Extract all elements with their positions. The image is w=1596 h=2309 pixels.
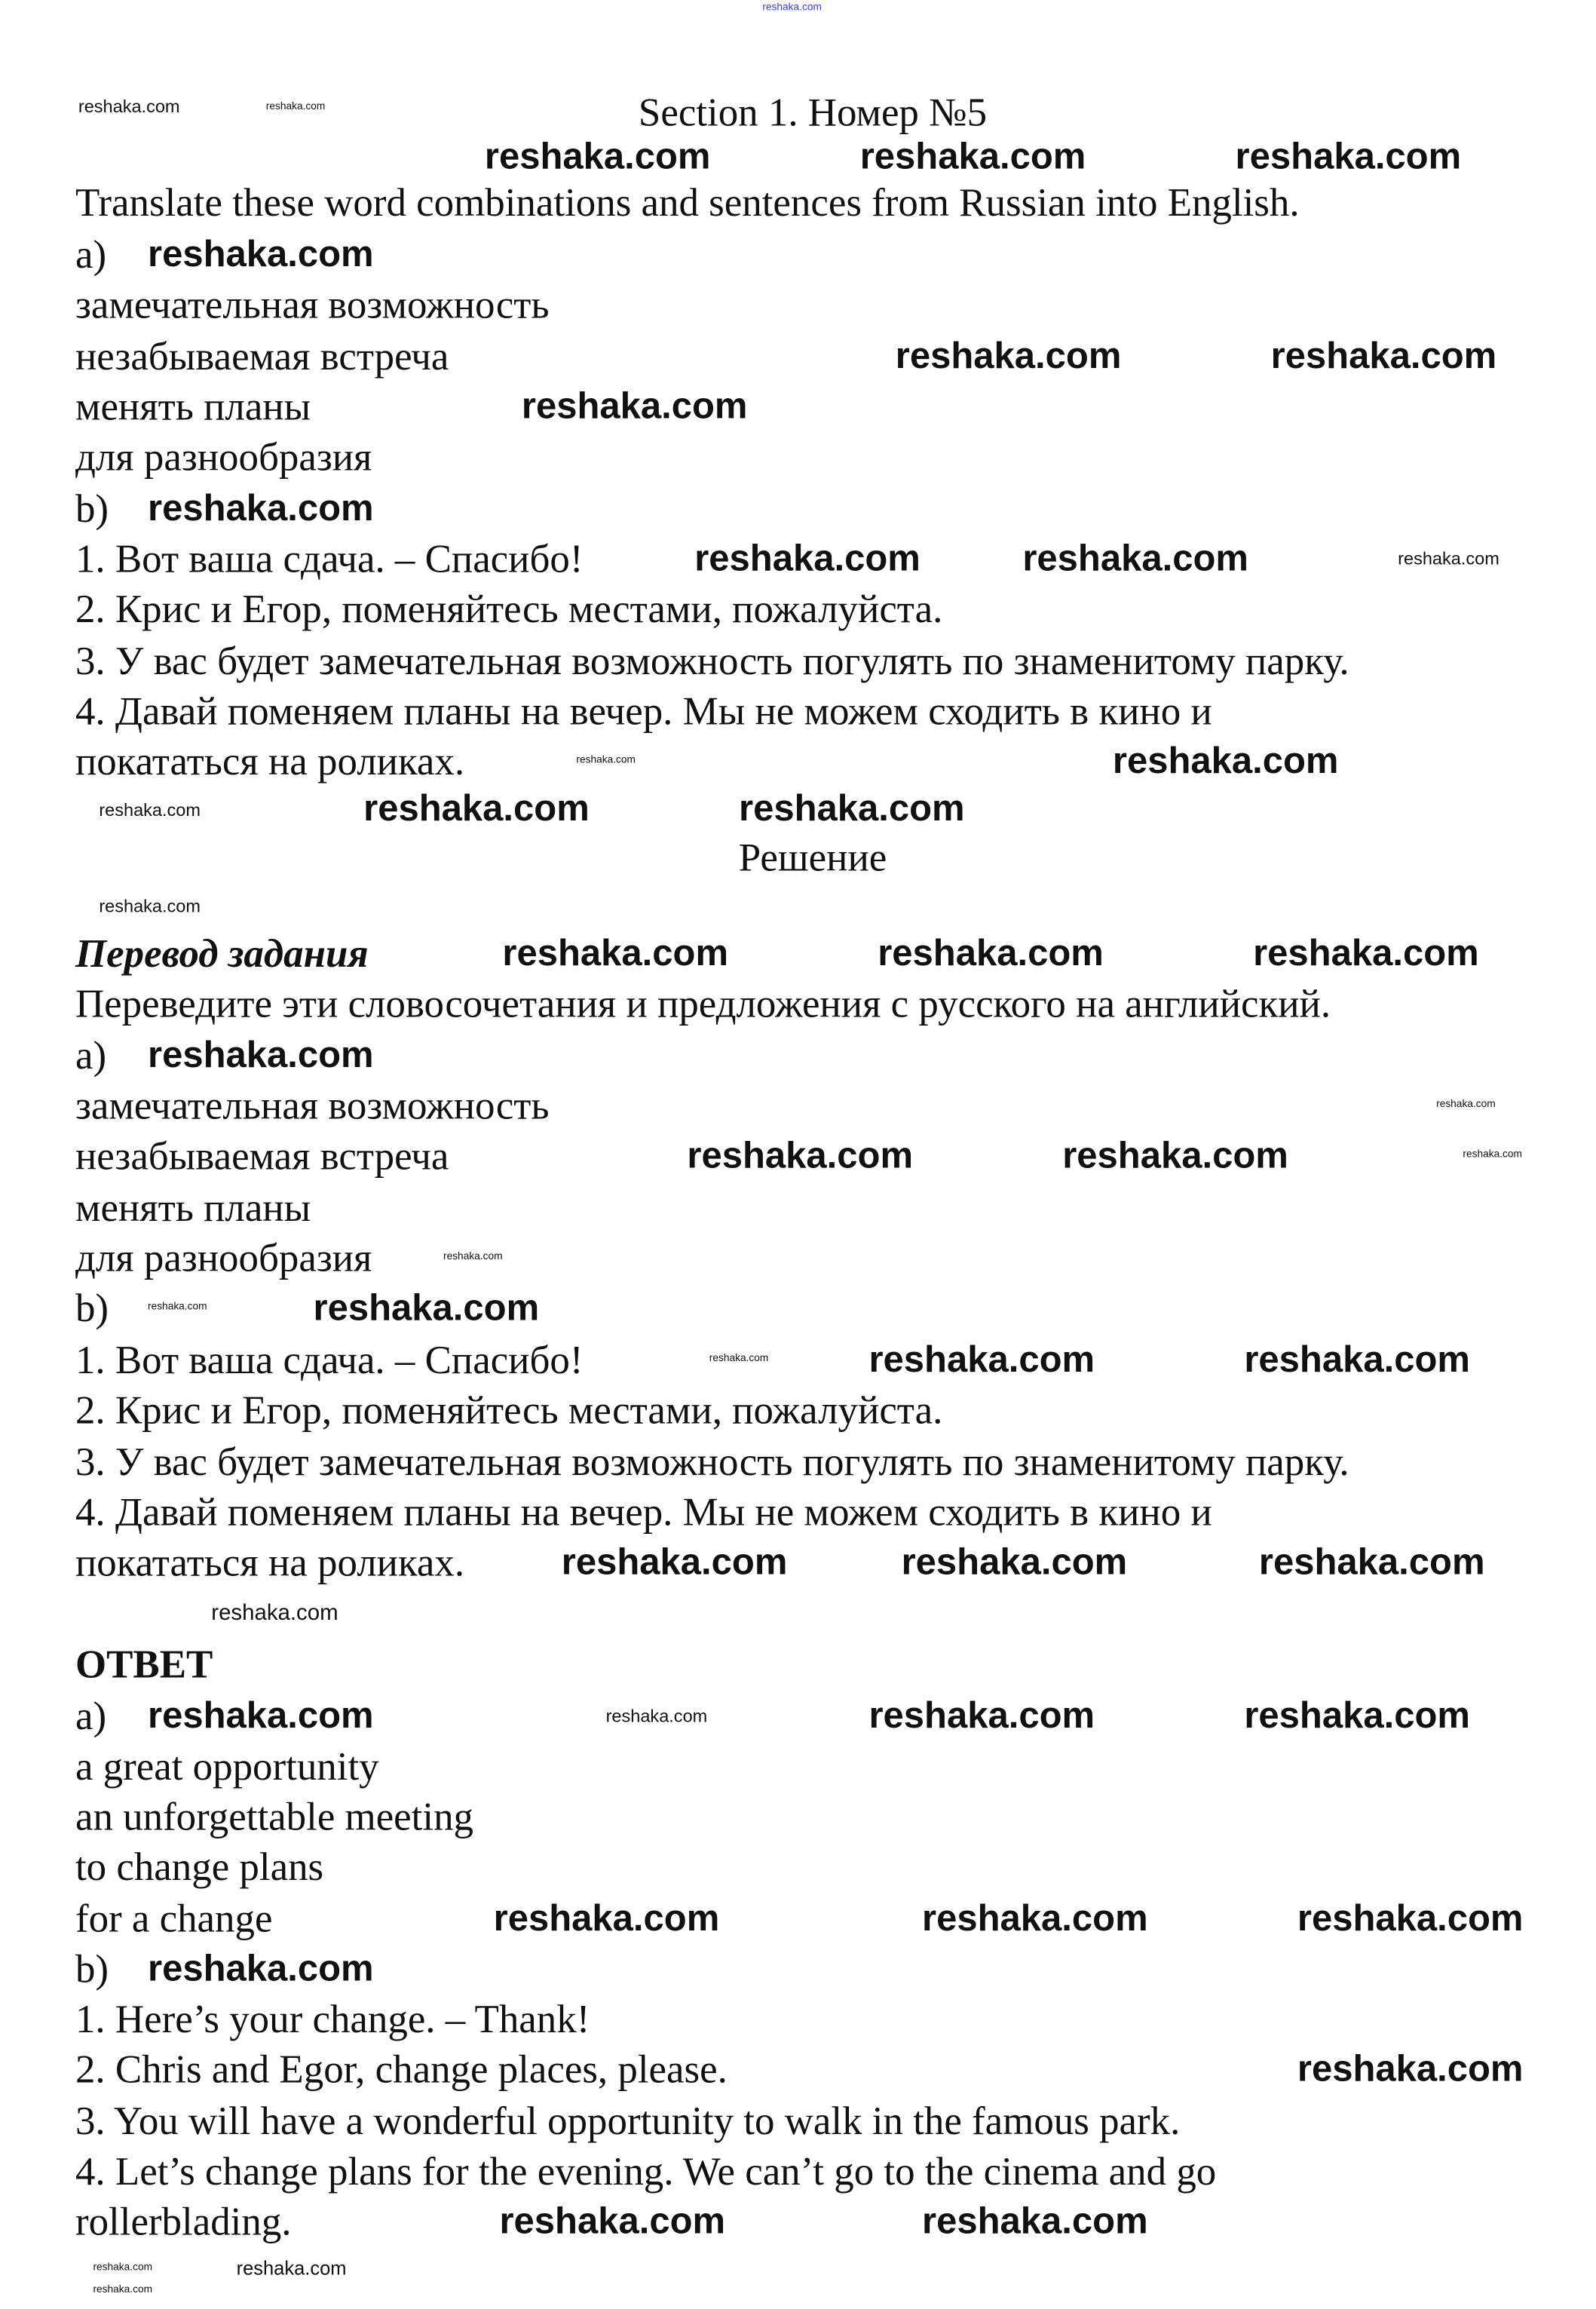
watermark: reshaka.com <box>561 1541 788 1584</box>
solution-heading: Решение <box>738 835 887 880</box>
task-a-item: незабываемая встреча <box>75 333 449 379</box>
task-a-item: замечательная возможность <box>75 282 550 327</box>
answer-b-item: rollerblading. <box>75 2199 292 2244</box>
answer-a-item: a great opportunity <box>75 1743 379 1789</box>
answer-b-label: b) <box>75 1946 109 1992</box>
watermark: reshaka.com <box>1463 1149 1522 1161</box>
task-b-item: 4. Давай поменяем планы на вечер. Мы не можем сходить в кино и <box>75 688 1212 734</box>
answer-b-item: 2. Chris and Egor, change places, please. <box>75 2047 728 2092</box>
watermark: reshaka.com <box>901 1541 1128 1584</box>
watermark: reshaka.com <box>363 787 590 829</box>
watermark: reshaka.com <box>502 932 729 974</box>
watermark: reshaka.com <box>694 538 921 580</box>
watermark: reshaka.com <box>148 1302 207 1313</box>
watermark: reshaka.com <box>148 1948 374 1990</box>
watermark: reshaka.com <box>1297 2048 1524 2090</box>
task-b-item: 3. У вас будет замечательная возможность погулять по знаменитому парку. <box>75 638 1349 683</box>
watermark: reshaka.com <box>895 335 1122 377</box>
answer-b-item: 4. Let’s change plans for the evening. We can’t go to the cinema and go <box>75 2148 1217 2194</box>
watermark: reshaka.com <box>1022 538 1248 580</box>
watermark: reshaka.com <box>1062 1135 1288 1177</box>
translation-b-item: покататься на роликах. <box>75 1540 465 1585</box>
watermark: reshaka.com <box>868 1695 1095 1737</box>
watermark: reshaka.com <box>878 932 1104 974</box>
watermark: reshaka.com <box>443 1252 503 1262</box>
task-a-item: менять планы <box>75 384 311 429</box>
translation-b-item: 2. Крис и Егор, поменяйтесь местами, пожалуйста. <box>75 1388 943 1433</box>
watermark: reshaka.com <box>493 1897 720 1939</box>
answer-a-item: an unforgettable meeting <box>75 1794 474 1839</box>
watermark: reshaka.com <box>1244 1695 1470 1737</box>
translation-heading: Перевод задания <box>75 931 369 976</box>
watermark: reshaka.com <box>709 1354 769 1365</box>
watermark: reshaka.com <box>99 799 201 820</box>
watermark: reshaka.com <box>687 1135 914 1177</box>
translation-b-label: b) <box>75 1286 109 1330</box>
task-instruction: Translate these word combinations and sentences from Russian into English. <box>75 180 1300 225</box>
watermark: reshaka.com <box>1235 136 1462 178</box>
answer-a-item: to change plans <box>75 1844 324 1889</box>
translation-a-item: незабываемая встреча <box>75 1133 449 1179</box>
translation-b-item: 3. У вас будет замечательная возможность погулять по знаменитому парку. <box>75 1440 1349 1484</box>
task-b-item: покататься на роликах. <box>75 739 465 783</box>
answer-a-item: for a change <box>75 1896 273 1941</box>
task-b-item: 1. Вот ваша сдача. – Спасибо! <box>75 536 584 581</box>
answer-b-item: 3. You will have a wonderful opportunity to walk in the famous park. <box>75 2099 1181 2143</box>
watermark: reshaka.com <box>859 136 1086 178</box>
watermark: reshaka.com <box>484 136 711 178</box>
watermark: reshaka.com <box>922 1897 1148 1939</box>
watermark: reshaka.com <box>148 487 374 529</box>
watermark: reshaka.com <box>236 2256 347 2280</box>
task-a-label: a) <box>75 232 107 277</box>
watermark: reshaka.com <box>265 102 326 112</box>
watermark: reshaka.com <box>313 1287 540 1329</box>
task-b-item: 2. Крис и Егор, поменяйтесь местами, пожалуйста. <box>75 587 943 631</box>
translation-a-item: для разнообразия <box>75 1235 372 1280</box>
task-a-item: для разнообразия <box>75 434 372 480</box>
answer-heading: ОТВЕТ <box>75 1642 213 1687</box>
watermark: reshaka.com <box>99 895 201 917</box>
translation-a-item: менять планы <box>75 1185 311 1230</box>
watermark: reshaka.com <box>1297 1897 1524 1939</box>
watermark: reshaka.com <box>922 2200 1148 2243</box>
answer-a-label: a) <box>75 1694 107 1738</box>
watermark: reshaka.com <box>1436 1099 1496 1110</box>
watermark: reshaka.com <box>1253 932 1479 974</box>
watermark: reshaka.com <box>1112 740 1339 782</box>
watermark: reshaka.com <box>211 1600 338 1626</box>
translation-a-item: замечательная возможность <box>75 1083 550 1128</box>
watermark: reshaka.com <box>739 787 965 829</box>
translation-b-item: 4. Давай поменяем планы на вечер. Мы не можем сходить в кино и <box>75 1489 1212 1535</box>
watermark: reshaka.com <box>605 1705 708 1727</box>
task-b-label: b) <box>75 486 109 531</box>
translation-b-item: 1. Вот ваша сдача. – Спасибо! <box>75 1337 584 1382</box>
watermark: reshaka.com <box>868 1338 1095 1381</box>
watermark: reshaka.com <box>1258 1541 1485 1584</box>
translation-instruction: Переведите эти словосочетания и предложения с русского на английский. <box>75 981 1331 1026</box>
watermark: reshaka.com <box>148 1695 374 1737</box>
watermark: reshaka.com <box>762 2 822 14</box>
watermark: reshaka.com <box>93 2262 153 2274</box>
watermark: reshaka.com <box>1398 548 1500 569</box>
watermark: reshaka.com <box>148 1035 374 1076</box>
watermark: reshaka.com <box>1244 1338 1470 1381</box>
answer-b-item: 1. Here’s your change. – Thank! <box>75 1996 590 2041</box>
page-title: Section 1. Номер №5 <box>638 90 988 135</box>
watermark: reshaka.com <box>78 96 180 117</box>
watermark: reshaka.com <box>1270 335 1497 377</box>
watermark: reshaka.com <box>576 755 636 766</box>
watermark: reshaka.com <box>148 233 374 275</box>
watermark: reshaka.com <box>499 2200 726 2243</box>
watermark: reshaka.com <box>93 2285 153 2295</box>
watermark: reshaka.com <box>521 385 748 428</box>
translation-a-label: a) <box>75 1033 107 1078</box>
